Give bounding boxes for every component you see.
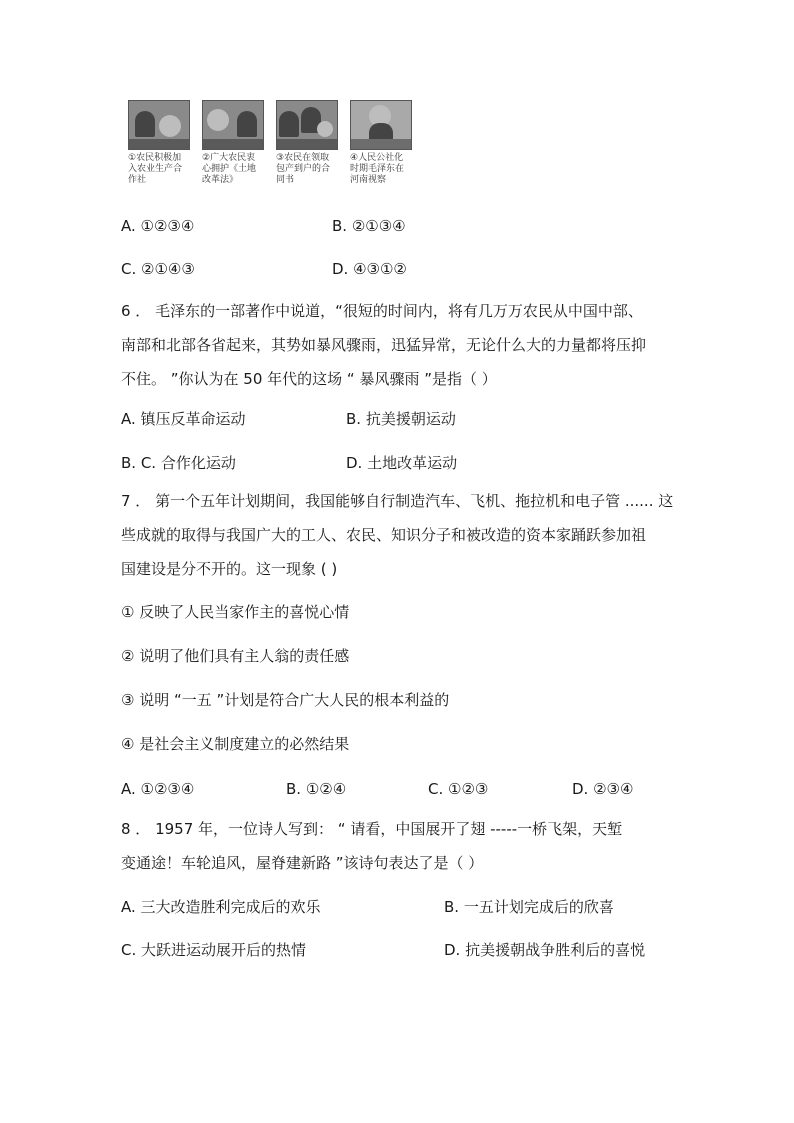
picture-2 (202, 100, 262, 186)
q7-statement-2: ② 说明了他们具有主人翁的责任感 (121, 647, 350, 665)
picture-caption: ①农民积极加入农业生产合作社 (128, 153, 183, 185)
q8-option-c: C. 大跃进运动展开后的热情 (121, 941, 307, 959)
q5-option-a: A. ①②③④ (121, 217, 195, 235)
q8-option-a: A. 三大改造胜利完成后的欢乐 (121, 898, 321, 916)
q7-option-c: C. ①②③ (428, 780, 489, 798)
q6-option-c: B. C. 合作化运动 (121, 454, 236, 472)
q7-statement-1: ① 反映了人民当家作主的喜悦心情 (121, 603, 350, 621)
picture-caption: ④人民公社化时期毛泽东在河南视察 (350, 153, 405, 185)
picture-3 (276, 100, 336, 186)
q5-option-b: B. ②①③④ (332, 217, 406, 235)
picture-caption: ②广大农民衷心拥护《土地改革法》 (202, 153, 257, 185)
photo-farmers-cooperative (128, 100, 190, 150)
photo-mao-henan (350, 100, 412, 150)
photo-land-reform (202, 100, 264, 150)
q6-stem-line-3: 不住。 ”你认为在 50 年代的这场 “ 暴风骤雨 ”是指（ ） (121, 370, 497, 388)
q6-stem-line-2: 南部和北部各省起来，其势如暴风骤雨，迅猛异常，无论什么大的力量都将压抑 (121, 336, 647, 354)
q7-stem-line-1: 7 ． 第一个五年计划期间，我国能够自行制造汽车、飞机、拖拉机和电子管 ...... 这 (121, 492, 674, 510)
q7-option-a: A. ①②③④ (121, 780, 195, 798)
picture-caption: ③农民在领取包产到户的合同书 (276, 153, 331, 185)
q7-option-d: D. ②③④ (572, 780, 634, 798)
q5-option-d: D. ④③①② (332, 260, 407, 278)
q7-option-b: B. ①②④ (286, 780, 347, 798)
q7-stem-line-3: 国建设是分不开的。这一现象 ( ) (121, 560, 338, 578)
q7-statement-3: ③ 说明 “一五 ”计划是符合广大人民的根本利益的 (121, 691, 450, 709)
picture-4 (350, 100, 410, 186)
q6-option-b: B. 抗美援朝运动 (346, 410, 456, 428)
q6-option-d: D. 土地改革运动 (346, 454, 458, 472)
q7-statement-4: ④ 是社会主义制度建立的必然结果 (121, 735, 350, 753)
q6-stem-line-1: 6 ． 毛泽东的一部著作中说道，“很短的时间内，将有几万万农民从中国中部、 (121, 302, 643, 320)
photo-contract (276, 100, 338, 150)
q6-option-a: A. 镇压反革命运动 (121, 410, 246, 428)
picture-1 (128, 100, 188, 186)
q8-stem-line-1: 8 ． 1957 年，一位诗人写到： “ 请看，中国展开了翅 -----一桥飞架，天堑 (121, 820, 623, 838)
q8-option-d: D. 抗美援朝战争胜利后的喜悦 (444, 941, 646, 959)
q8-option-b: B. 一五计划完成后的欣喜 (444, 898, 614, 916)
q8-stem-line-2: 变通途！车轮追风，屋脊建新路 ”该诗句表达了是（ ） (121, 854, 484, 872)
q7-stem-line-2: 些成就的取得与我国广大的工人、农民、知识分子和被改造的资本家踊跃参加祖 (121, 526, 647, 544)
q5-option-c: C. ②①④③ (121, 260, 195, 278)
